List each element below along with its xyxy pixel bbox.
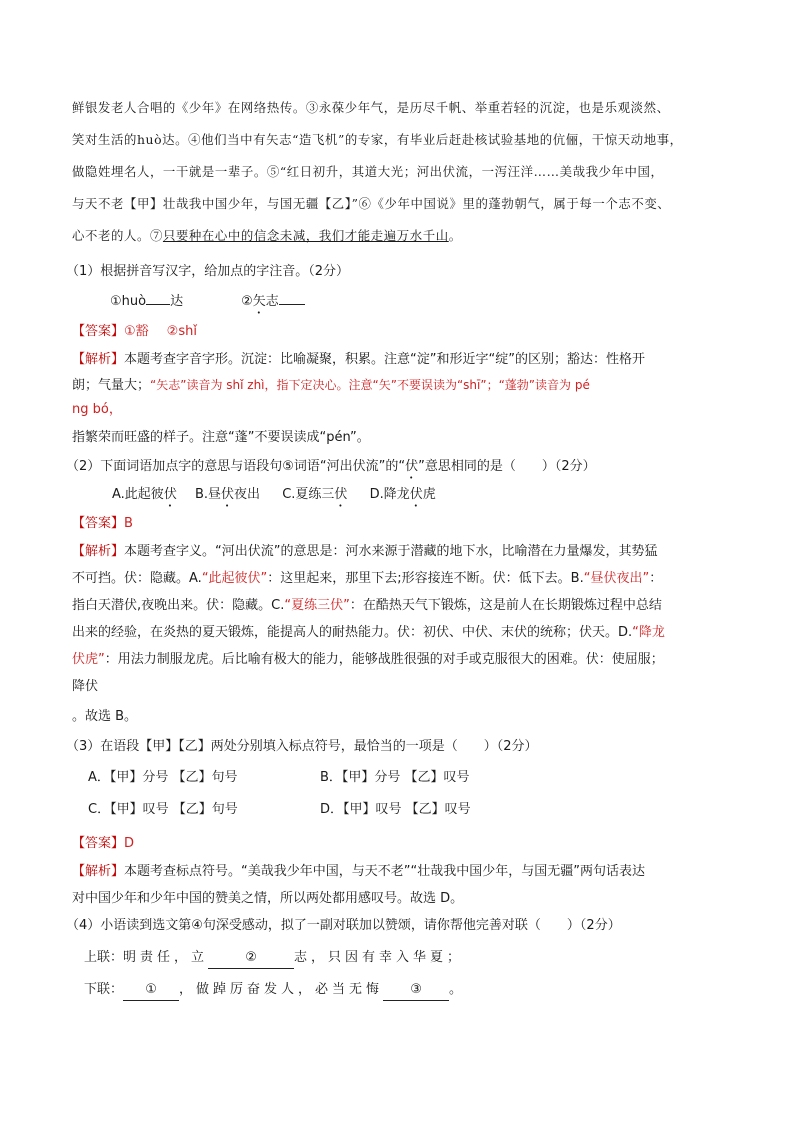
q2-analysis-text: 指白天潜伏,夜晚出来。伏：隐藏。C.	[72, 598, 285, 613]
q2-analysis-line-7: 。故选 B。	[72, 709, 138, 724]
q1-analysis-text: 朗；气量大；	[72, 378, 151, 393]
q2-analysis-line-6: 降伏	[72, 679, 99, 694]
q2-analysis-line-4	[72, 623, 665, 643]
passage-underlined-sentence: 只要种在心中的信念未减，我们才能走遍万水千山	[162, 228, 449, 243]
q2-answer	[72, 514, 133, 534]
passage-line-3: 做隐姓埋名人，一干就是一辈子。⑤“红日初升，其道大光；河出伏流，一泻汪洋……美哉我少年中国，	[72, 164, 664, 179]
q2-stem-text: ”意思相同的是（ ）（2分）	[418, 459, 596, 474]
q1-analysis-line-2	[72, 375, 590, 396]
q1-answer-2: ②shǐ	[166, 324, 197, 339]
q2-analysis-line-3	[72, 596, 662, 616]
q1-answer-1: ①豁	[124, 324, 149, 339]
passage-line-5	[72, 226, 462, 246]
q1-option-2-tail: 志	[265, 294, 279, 309]
analysis-tag: 【解析】	[72, 544, 125, 559]
couplet-blank-1: ①	[123, 980, 179, 1001]
q4-lower-couplet	[84, 980, 462, 1001]
q2-analysis-line-1	[72, 542, 658, 562]
q1-option-1: ①huò	[110, 294, 147, 309]
q2-option-d: D.降龙伏虎	[369, 487, 436, 502]
q3-answer	[72, 834, 134, 854]
q2-analysis-text: 不可挡。伏：隐藏。A.	[72, 571, 202, 586]
passage-text: 心不老的人。⑦	[72, 228, 163, 243]
q2-analysis-red: “降龙	[632, 625, 665, 640]
q3-analysis-line-2: 对中国少年和少年中国的赞美之情，所以两处都用感叹号。故选 D。	[72, 891, 464, 906]
q3-option-d: D．【甲】叹号 【乙】叹号	[320, 802, 471, 817]
passage-line-4: 与天不老【甲】壮哉我中国少年，与国无疆【乙】”⑥《少年中国说》里的蓬勃朝气，属于每一个志不变、	[72, 196, 671, 211]
q3-answer-value: D	[124, 836, 135, 851]
answer-tag: 【答案】	[72, 516, 125, 531]
couplet-text: 。	[449, 982, 463, 997]
q2-analysis-red: “夏练三伏”	[284, 598, 350, 613]
analysis-tag: 【解析】	[72, 864, 125, 879]
q2-options	[112, 485, 436, 510]
answer-tag: 【答案】	[72, 836, 125, 851]
analysis-tag: 【解析】	[72, 352, 125, 367]
q2-analysis-text: ：在酷热天气下锻炼，这是前人在长期锻炼过程中总结	[349, 598, 662, 613]
q3-stem: （3）在语段【甲】【乙】两处分别填入标点符号，最恰当的一项是（ ）（2分）	[66, 739, 538, 754]
answer-tag: 【答案】	[72, 324, 125, 339]
q1-options	[110, 292, 305, 317]
q2-analysis-line-5	[72, 650, 664, 670]
passage-line-2: 笑对生活的huò达。④他们当中有矢志“造飞机”的专家，有毕业后赶赴核试验基地的伉俪，干惊天动地事，	[72, 132, 683, 147]
couplet-text: ，做踔厉奋发人，必当无悔	[179, 982, 384, 997]
passage-line-1: 鲜银发老人合唱的《少年》在网络热传。③永葆少年气，是历尽千帆、举重若轻的沉淀，也是乐观淡然、	[72, 100, 670, 115]
q2-stem	[66, 457, 596, 482]
q1-analysis-text: 本题考查字音字形。沉淀：比喻凝聚，积累。注意“淀”和形近字“绽”的区别；豁达：性格开	[124, 352, 645, 367]
q1-answer	[72, 322, 197, 342]
q2-analysis-red: “昼伏夜出”	[583, 571, 650, 586]
q2-option-b: B.昼伏夜出	[194, 487, 261, 502]
q1-stem: （1）根据拼音写汉字，给加点的字注音。（2分）	[66, 264, 350, 279]
q3-option-a: A．【甲】分号 【乙】句号	[88, 770, 238, 785]
q1-analysis-line-3: ng bó，	[72, 402, 122, 417]
couplet-label: 下联：	[84, 982, 124, 997]
q2-analysis-red: 伏虎”	[72, 652, 105, 667]
q1-blank-1	[146, 304, 170, 305]
q2-stem-text: （2）下面词语加点字的意思与语段句⑤词语“河出伏流”的“	[66, 459, 406, 474]
q1-blank-2	[279, 304, 305, 305]
q2-analysis-line-2	[72, 569, 662, 589]
q3-analysis-text: 本题考查标点符号。“美哉我少年中国，与天不老”“壮哉我中国少年，与国无疆”两句话表达	[124, 864, 645, 879]
q1-analysis-line-1	[72, 350, 645, 370]
q1-analysis-line-4: 指繁荣而旺盛的样子。注意“蓬”不要误读成“pén”。	[72, 430, 370, 445]
q1-option-2: ②	[241, 294, 253, 309]
q2-analysis-text: ：这里起来，那里下去;形容接连不断。伏：低下去。B.	[267, 571, 584, 586]
q2-option-c: C.夏练三伏	[282, 487, 348, 502]
q1-analysis-red-2: “蓬勃”读音为 pé	[498, 378, 590, 392]
q2-analysis-text: 出来的经验，在炎热的夏天锻炼，能提高人的耐热能力。伏：初伏、中伏、末伏的统称；伏天。D.	[72, 625, 633, 640]
passage-text: 。	[448, 228, 462, 243]
couplet-label: 上联：	[84, 950, 124, 965]
q3-analysis-line-1	[72, 862, 645, 882]
q2-analysis-red: “此起彼伏”	[201, 571, 268, 586]
q1-analysis-red-1: “矢志”读音为 shǐ zhì，指下定决心。注意“矢”不要误读为“shī”；	[150, 378, 499, 392]
q2-dotted-char: 伏	[405, 459, 419, 474]
couplet-text: 明责任，立	[123, 950, 209, 965]
q3-option-b: B．【甲】分号 【乙】叹号	[320, 770, 470, 785]
q4-stem: （4）小语读到选文第④句深受感动，拟了一副对联加以赞颂，请你帮他完善对联（ ）（2分）	[66, 918, 621, 933]
q4-upper-couplet	[84, 948, 464, 969]
q2-analysis-text: 本题考查字义。“河出伏流”的意思是：河水来源于潜藏的地下水，比喻潜在力量爆发，其势猛	[124, 544, 658, 559]
q2-answer-value: B	[124, 516, 133, 531]
q1-dotted-char: 矢	[252, 294, 266, 309]
couplet-blank-2: ②	[208, 948, 294, 969]
q2-option-a: A.此起彼伏	[112, 487, 177, 502]
couplet-blank-3: ③	[383, 980, 449, 1001]
q2-analysis-text: ：	[649, 571, 663, 586]
couplet-text: 志，只因有幸入华夏；	[294, 950, 465, 965]
q3-option-c: C．【甲】叹号 【乙】句号	[88, 802, 238, 817]
q1-option-1-tail: 达	[170, 294, 184, 309]
q2-analysis-text: ：用法力制服龙虎。后比喻有极大的能力，能够战胜很强的对手或克服很大的困难。伏：使屈服；	[104, 652, 664, 667]
